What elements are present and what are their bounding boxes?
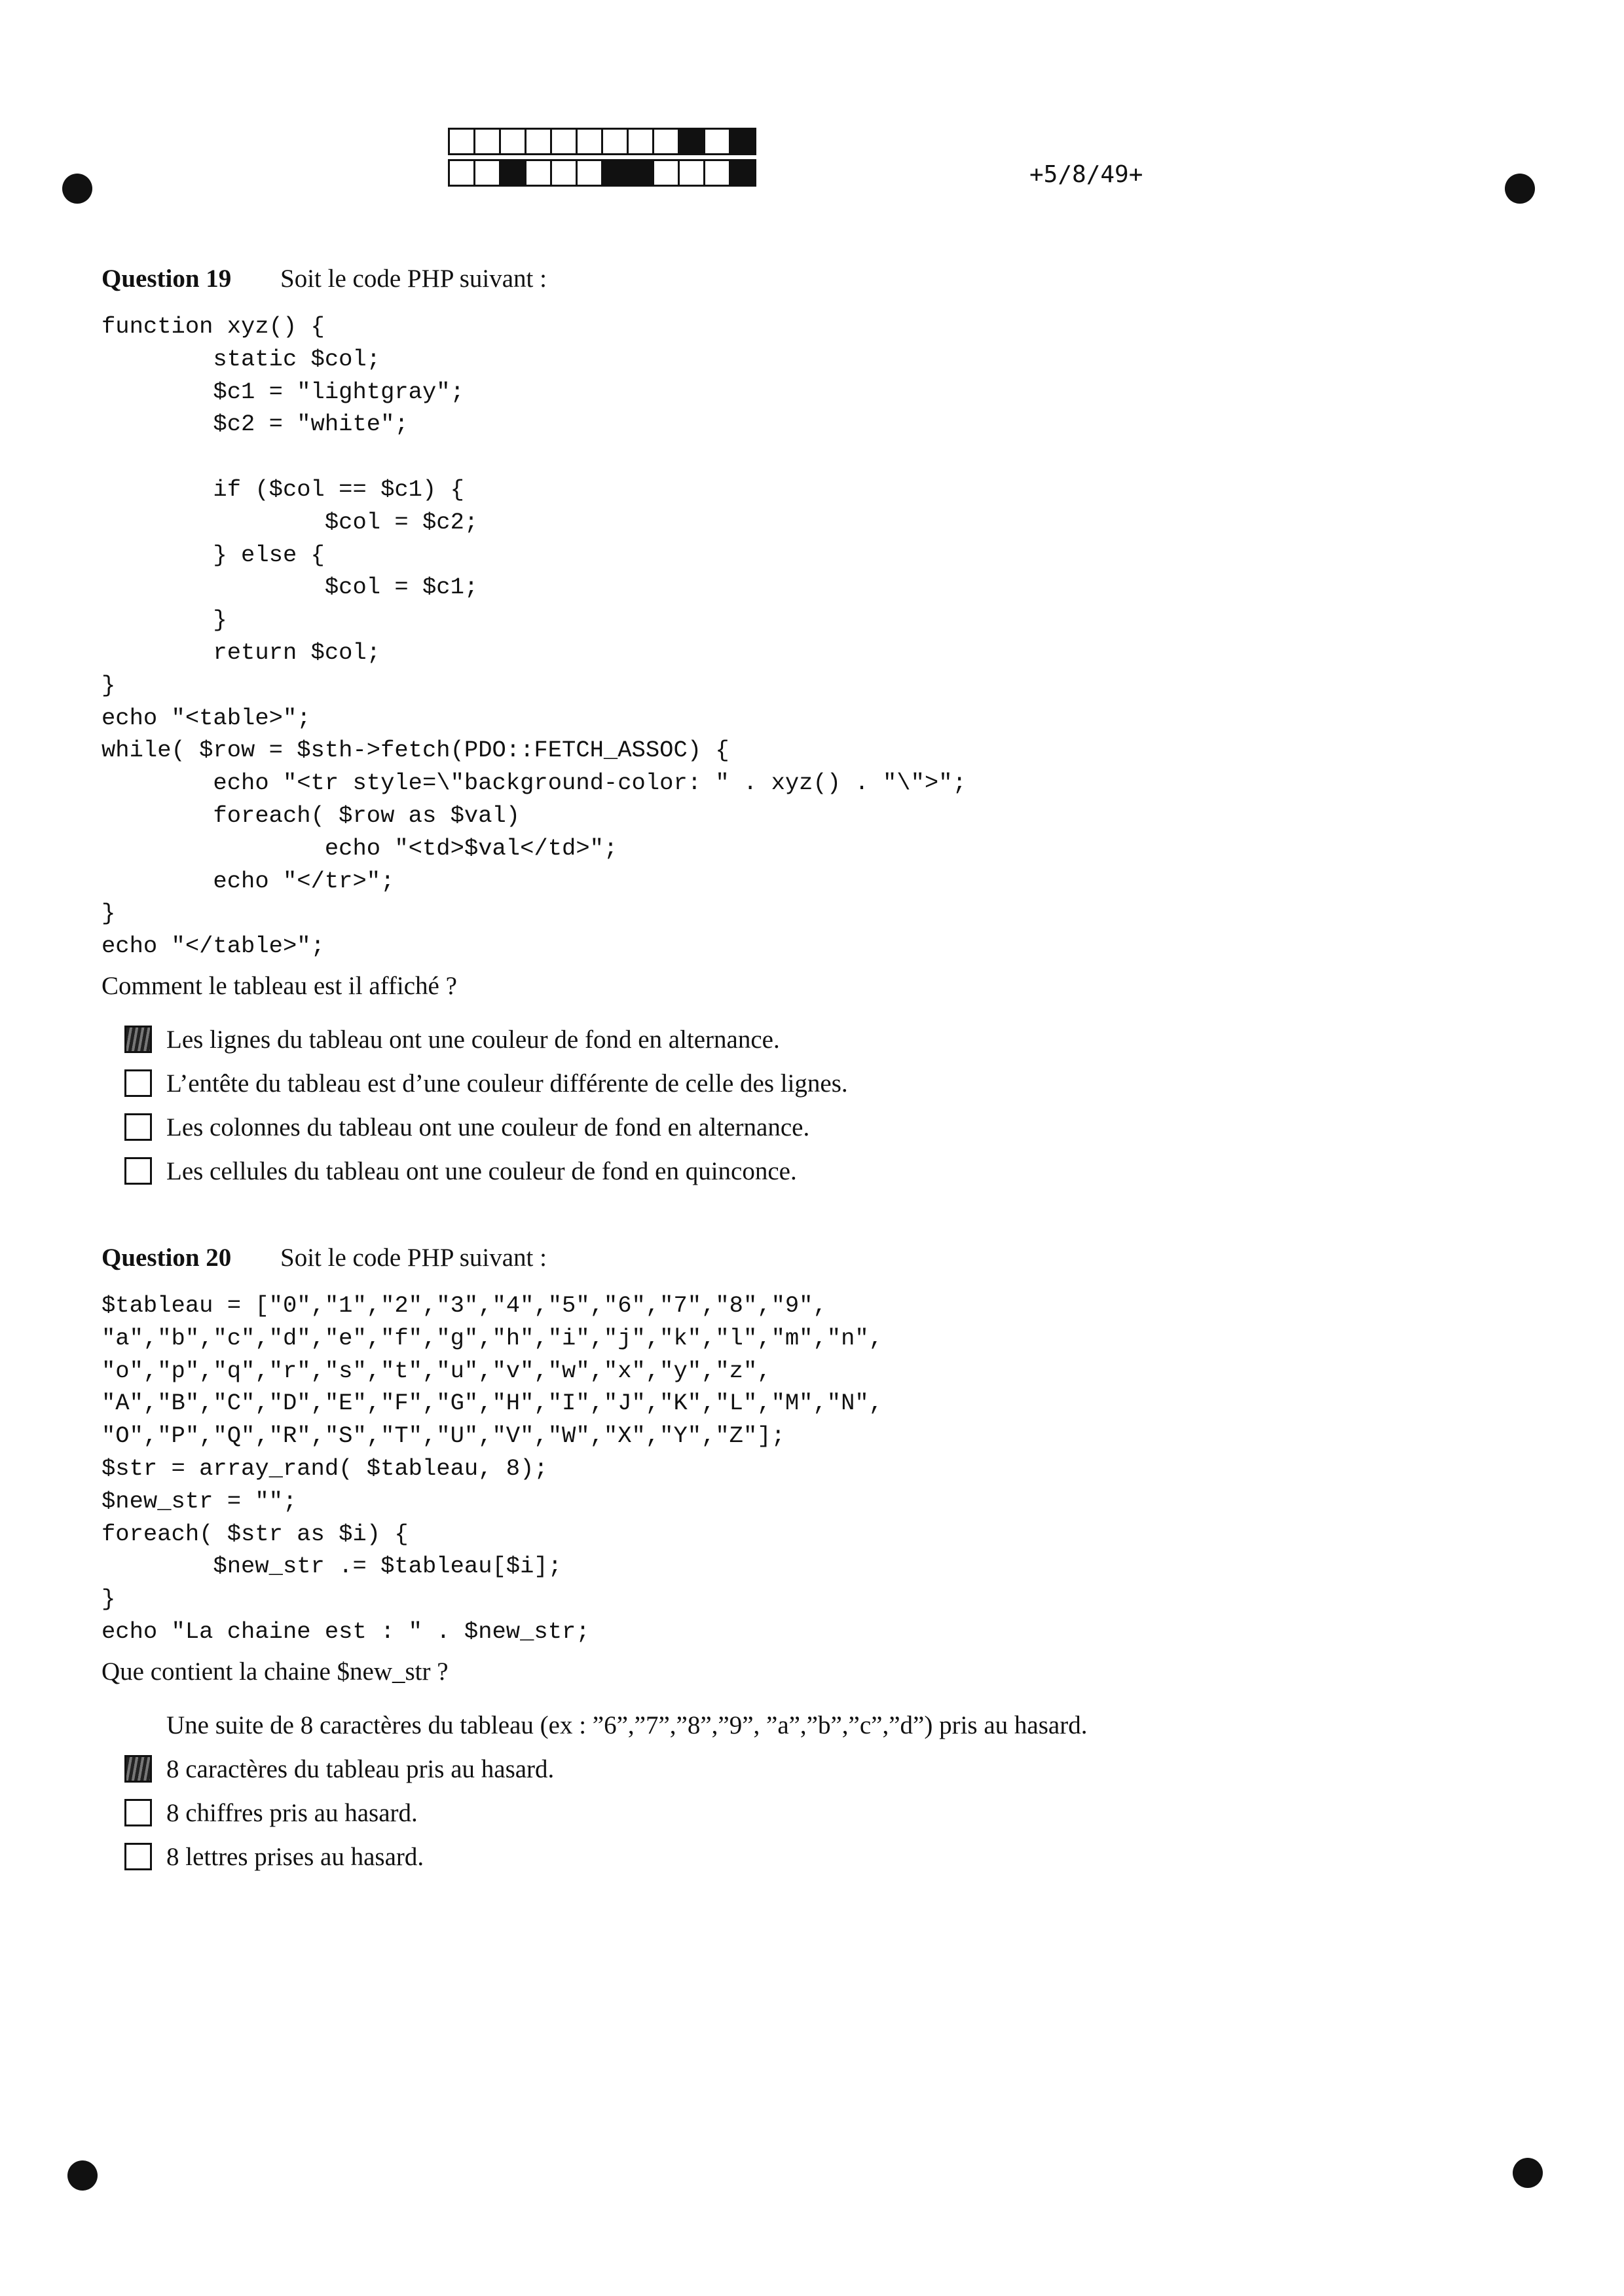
barcode-cell <box>703 159 731 187</box>
answer-checkbox[interactable] <box>124 1113 152 1141</box>
page-reference: +5/8/49+ <box>1029 161 1143 188</box>
question-header <box>101 262 967 296</box>
barcode-cell <box>576 159 603 187</box>
barcode-cell <box>499 159 526 187</box>
answer-checkbox[interactable] <box>124 1755 152 1783</box>
answer-checkbox[interactable] <box>124 1843 152 1870</box>
question-prompt: Comment le tableau est il affiché ? <box>101 971 457 1000</box>
question-20 <box>101 1241 1087 1879</box>
barcode-cell <box>550 159 578 187</box>
answer-options <box>101 1703 1087 1879</box>
barcode-cell <box>473 159 501 187</box>
barcode-cell <box>525 159 552 187</box>
answer-text: 8 lettres prises au hasard. <box>166 1842 424 1871</box>
barcode-cell <box>678 128 705 155</box>
question-19 <box>101 262 967 1193</box>
answer-text: L’entête du tableau est d’une couleur différente de celle des lignes. <box>166 1069 848 1098</box>
answer-checkbox[interactable] <box>124 1026 152 1053</box>
id-barcode-row-2 <box>448 159 754 184</box>
barcode-cell <box>601 159 629 187</box>
barcode-cell <box>703 128 731 155</box>
answer-option <box>101 1747 1087 1791</box>
registration-mark-bottom-right <box>1513 2158 1543 2188</box>
registration-mark-top-left <box>62 174 92 204</box>
barcode-cell <box>627 128 654 155</box>
answer-option <box>101 1105 967 1149</box>
question-intro: Soit le code PHP suivant : <box>280 265 547 293</box>
answer-options <box>101 1018 967 1193</box>
barcode-cell <box>473 128 501 155</box>
barcode-cell <box>652 128 680 155</box>
question-header <box>101 1241 1087 1275</box>
registration-mark-top-right <box>1505 174 1535 204</box>
answer-text: 8 caractères du tableau pris au hasard. <box>166 1754 555 1783</box>
answer-option <box>101 1018 967 1062</box>
answer-text: Les colonnes du tableau ont une couleur de fond en alternance. <box>166 1113 810 1141</box>
question-prompt: Que contient la chaine $new_str ? <box>101 1657 449 1686</box>
question-number: Question 19 <box>101 265 232 293</box>
answer-text: Les cellules du tableau ont une couleur de fond en quinconce. <box>166 1157 797 1185</box>
code-block: $tableau = ["0","1","2","3","4","5","6","7","8","9", "a","b","c","d","e","f","g","h","i","j","k","l","m","n", "o","p","q","r","s","t","u","v","w","x","y","z", "A","B","C","D","E","F","G","H","I","J","K","L","M","N", "O","P","Q","R","S","T","U","V","W","X","Y","Z"]; $str = array_rand( $tableau, 8); $new_str = ""; foreach( $str as $i) { $new_str .= $tableau[$i]; } echo "La chaine est : " . $new_str; <box>101 1292 883 1645</box>
question-intro: Soit le code PHP suivant : <box>280 1244 547 1272</box>
answer-option <box>101 1062 967 1105</box>
answer-option <box>101 1149 967 1193</box>
answer-checkbox[interactable] <box>124 1799 152 1826</box>
barcode-cell <box>576 128 603 155</box>
answer-option <box>101 1835 1087 1879</box>
answer-text: Une suite de 8 caractères du tableau (ex : ”6”,”7”,”8”,”9”, ”a”,”b”,”c”,”d”) pris au hasard. <box>166 1711 1088 1739</box>
answer-checkbox[interactable] <box>124 1157 152 1185</box>
barcode-cell <box>499 128 526 155</box>
answer-text: Les lignes du tableau ont une couleur de fond en alternance. <box>166 1025 780 1054</box>
question-number: Question 20 <box>101 1244 232 1272</box>
answer-checkbox[interactable] <box>124 1069 152 1097</box>
barcode-cell <box>601 128 629 155</box>
barcode-cell <box>448 159 475 187</box>
registration-mark-bottom-left <box>67 2160 98 2191</box>
answer-option <box>101 1791 1087 1835</box>
barcode-cell <box>448 128 475 155</box>
barcode-cell <box>550 128 578 155</box>
barcode-cell <box>627 159 654 187</box>
barcode-cell <box>525 128 552 155</box>
answer-option <box>101 1703 1087 1747</box>
barcode-cell <box>729 159 756 187</box>
code-block: function xyz() { static $col; $c1 = "lightgray"; $c2 = "white"; if ($col == $c1) { $col = $c2; } else { $col = $c1; } return $col; } echo "<table>"; while( $row = $sth->fetch(PDO::FETCH_ASSOC) { echo "<tr style=\"background-color: " . xyz() . "\">"; foreach( $row as $val) echo "<td>$val</td>"; echo "</tr>"; } echo "</table>"; <box>101 313 967 960</box>
barcode-cell <box>678 159 705 187</box>
barcode-cell <box>729 128 756 155</box>
id-barcode-row-1 <box>448 128 754 153</box>
answer-text: 8 chiffres pris au hasard. <box>166 1798 418 1827</box>
barcode-cell <box>652 159 680 187</box>
